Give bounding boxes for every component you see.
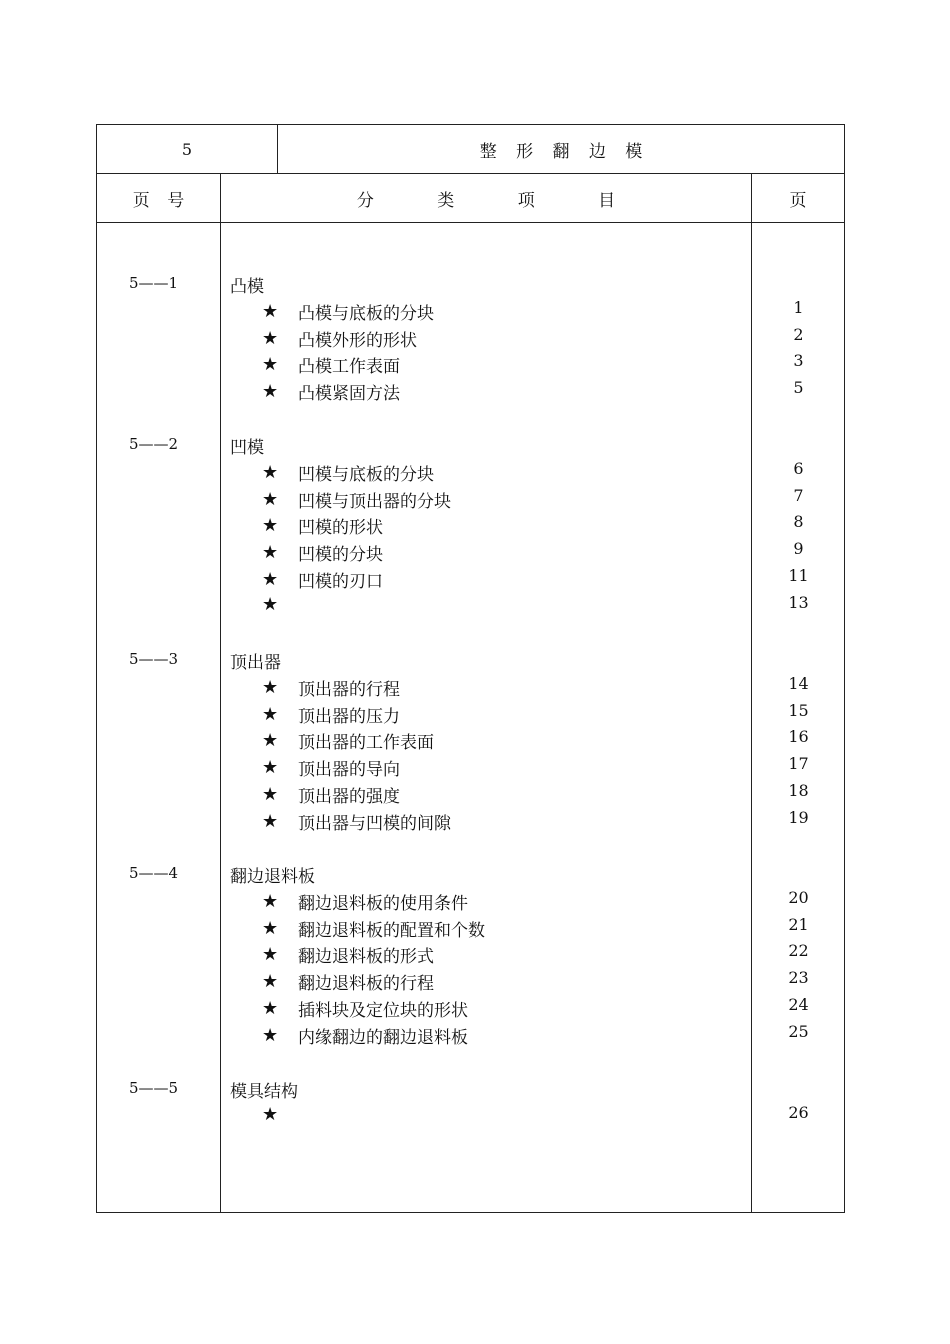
star-bullet-icon: ★ [262, 488, 279, 510]
entry-page-number: 13 [788, 592, 809, 612]
star-bullet-icon: ★ [262, 971, 279, 993]
toc-entry [262, 326, 417, 351]
toc-entry [262, 702, 400, 727]
toc-entry [262, 809, 451, 834]
entry-text: 顶出器的强度 [298, 787, 400, 807]
entry-page-number: 6 [793, 458, 804, 478]
section-title: 凸模 [230, 277, 264, 297]
entry-text: 翻边退料板的使用条件 [298, 893, 468, 914]
toc-entry [262, 352, 400, 377]
star-bullet-icon: ★ [262, 998, 279, 1019]
star-bullet-icon: ★ [262, 1103, 279, 1125]
entry-page-number: 15 [788, 700, 809, 720]
section-number: 5——3 [129, 650, 179, 668]
entry-page-number: 1 [793, 297, 804, 317]
section-number: 5——5 [129, 1079, 179, 1097]
entry-text: 顶出器的导向 [298, 760, 400, 781]
entry-text: 凸模与底板的分块 [298, 303, 434, 324]
chapter-title: 整 形 翻 边 模 [479, 141, 643, 162]
col-page-no-header: 页 号 [132, 190, 185, 211]
star-bullet-icon: ★ [262, 784, 279, 805]
entry-text: 凹模的刃口 [298, 572, 383, 592]
entry-page-number: 16 [788, 727, 809, 747]
entry-text: 凹模与底板的分块 [298, 464, 434, 485]
entry-page-number: 19 [788, 807, 809, 827]
columns-bottom-rule [97, 222, 844, 223]
entry-page-number: 8 [793, 512, 804, 532]
star-bullet-icon: ★ [262, 730, 279, 752]
toc-entry [262, 942, 434, 967]
entry-page-number: 24 [788, 995, 809, 1014]
section-title: 凹模 [230, 438, 264, 458]
star-bullet-icon: ★ [262, 890, 279, 912]
star-bullet-icon: ★ [262, 703, 279, 725]
entry-text: 顶出器的压力 [298, 706, 400, 727]
star-bullet-icon: ★ [262, 676, 279, 698]
entry-page-number: 17 [788, 754, 809, 774]
toc-entry [262, 969, 434, 994]
section-number: 5——2 [129, 435, 179, 453]
entry-text: 顶出器的工作表面 [298, 733, 434, 754]
entry-text: 翻边退料板的形式 [298, 947, 434, 968]
col-divider-left [220, 174, 221, 1212]
toc-entry [262, 1023, 468, 1048]
toc-entry [262, 916, 485, 941]
entry-text: 凸模工作表面 [298, 357, 400, 378]
entry-text: 翻边退料板的行程 [298, 974, 434, 995]
star-bullet-icon: ★ [262, 944, 279, 966]
star-bullet-icon: ★ [262, 1024, 279, 1046]
toc-entry [262, 889, 468, 914]
chapter-number: 5 [181, 139, 193, 159]
col-category-header: 分 类 项 目 [356, 190, 616, 211]
star-bullet-icon: ★ [262, 354, 279, 376]
entry-text: 内缘翻边的翻边退料板 [298, 1027, 468, 1048]
entry-page-number: 18 [788, 781, 809, 800]
star-bullet-icon: ★ [262, 917, 279, 939]
entry-text: 顶出器的行程 [298, 679, 400, 700]
toc-table [96, 124, 845, 1213]
toc-entry [262, 1104, 298, 1125]
star-bullet-icon: ★ [262, 810, 279, 832]
section-number: 5——4 [129, 864, 179, 882]
entry-page-number: 20 [788, 887, 809, 907]
entry-page-number: 2 [793, 324, 804, 344]
toc-entry [262, 567, 383, 592]
toc-entry [262, 513, 383, 538]
entry-page-number: 22 [788, 941, 809, 961]
entry-page-number: 11 [788, 566, 809, 585]
entry-text: 顶出器与凹模的间隙 [298, 813, 451, 834]
entry-text: 凸模紧固方法 [298, 384, 400, 405]
entry-text: 凹模的分块 [298, 545, 383, 566]
entry-page-number: 7 [793, 485, 804, 505]
entry-page-number: 26 [788, 1102, 809, 1122]
star-bullet-icon: ★ [262, 757, 279, 779]
col-page-header: 页 [789, 190, 807, 211]
star-bullet-icon: ★ [262, 515, 279, 537]
entry-text: 翻边退料板的配置和个数 [298, 920, 485, 941]
entry-page-number: 9 [793, 539, 804, 559]
entry-page-number: 3 [793, 351, 804, 371]
entry-page-number: 21 [788, 914, 809, 934]
star-bullet-icon: ★ [262, 542, 279, 564]
toc-entry [262, 755, 400, 780]
star-bullet-icon: ★ [262, 327, 279, 349]
section-title: 翻边退料板 [230, 867, 315, 887]
star-bullet-icon: ★ [262, 569, 279, 590]
star-bullet-icon: ★ [262, 300, 279, 322]
entry-text: 插料块及定位块的形状 [298, 1001, 468, 1021]
section-number: 5——1 [129, 274, 179, 292]
entry-page-number: 5 [793, 378, 804, 398]
toc-entry [262, 782, 400, 807]
toc-entry [262, 379, 400, 404]
toc-entry [262, 487, 451, 512]
toc-entry [262, 540, 383, 565]
star-bullet-icon: ★ [262, 461, 279, 483]
toc-entry [262, 594, 298, 615]
star-bullet-icon: ★ [262, 381, 279, 403]
entry-page-number: 25 [788, 1021, 809, 1041]
toc-entry [262, 728, 434, 753]
star-bullet-icon: ★ [262, 593, 279, 615]
toc-entry [262, 460, 434, 485]
section-title: 顶出器 [230, 653, 281, 673]
entry-text: 凹模与顶出器的分块 [298, 491, 451, 512]
section-title: 模具结构 [230, 1082, 298, 1102]
toc-entry [262, 996, 468, 1021]
entry-text: 凸模外形的形状 [298, 330, 417, 351]
entry-page-number: 23 [788, 968, 809, 988]
toc-entry [262, 675, 400, 700]
entry-page-number: 14 [788, 673, 809, 693]
toc-entry [262, 299, 434, 324]
entry-text: 凹模的形状 [298, 518, 383, 539]
